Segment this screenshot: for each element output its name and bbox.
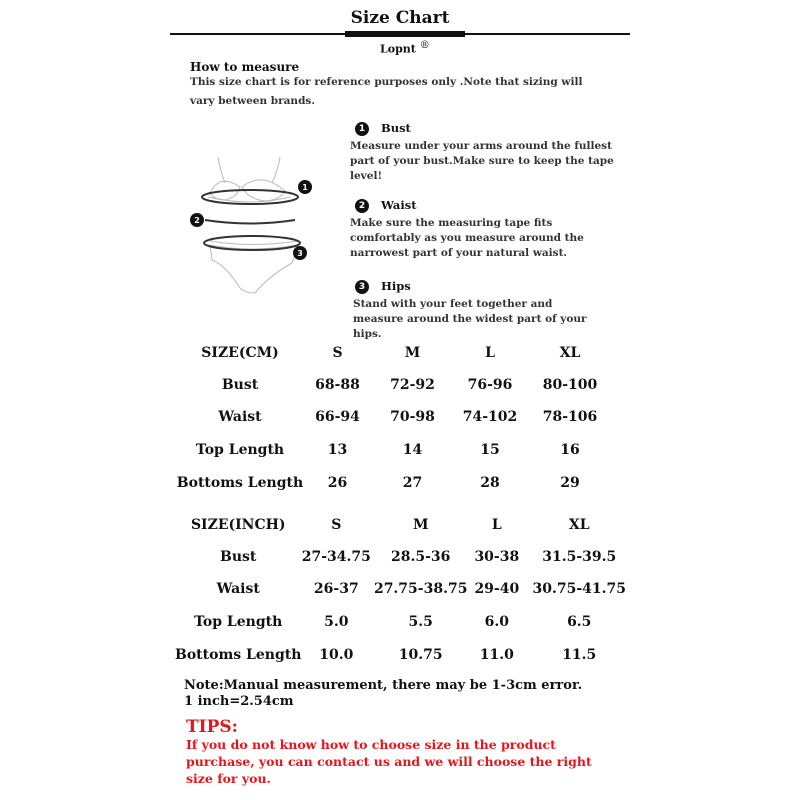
section-waist-title: Waist: [381, 198, 417, 212]
title-rule-right: [465, 33, 630, 35]
table-cell: 27: [402, 474, 423, 491]
table-cell: 26-37: [313, 581, 359, 597]
size-table-inch: [175, 509, 635, 671]
table-cell: 10.0: [319, 646, 354, 663]
size-table-cm-header: [175, 337, 615, 369]
figure-label-3: 3: [297, 249, 303, 258]
table-row: [175, 466, 615, 499]
table-row: [175, 605, 635, 638]
table-cell: 70-98: [390, 409, 435, 425]
note-conversion-line: 1 inch=2.54cm: [184, 694, 294, 709]
table-cell: 74-102: [462, 409, 518, 425]
section-bust-title: Bust: [381, 121, 411, 135]
table-cell: 5.0: [324, 613, 349, 630]
section-1-number-badge: 1: [355, 122, 369, 136]
row-label: Bottoms Length: [175, 646, 302, 663]
table-cell: 5.5: [408, 613, 433, 630]
figure-label-2: 2: [194, 216, 200, 225]
table-cell: 72-92: [390, 377, 435, 393]
table-cell: 30-38: [474, 549, 520, 565]
how-to-measure-heading: How to measure: [190, 60, 300, 74]
tips-title: TIPS:: [186, 717, 238, 737]
header-cell: SIZE(INCH): [190, 517, 286, 533]
how-to-measure-intro: This size chart is for reference purposes only .Note that sizing will vary between brands.: [190, 76, 583, 107]
header-cell: L: [491, 517, 502, 533]
figure-label-1: 1: [302, 183, 308, 192]
row-label: Bust: [220, 549, 257, 565]
title-rule-left: [170, 33, 345, 35]
row-label: Top Length: [195, 441, 285, 458]
header-cell: L: [485, 345, 495, 361]
brand-name: Lopnt ®: [380, 40, 430, 56]
header-cell: SIZE(CM): [201, 345, 279, 361]
table-cell: 68-88: [315, 377, 360, 393]
header-cell: S: [332, 345, 343, 361]
measurement-note: [184, 678, 582, 710]
table-cell: 27.75-38.75: [373, 581, 468, 597]
row-label: Top Length: [194, 613, 283, 630]
table-row: [175, 401, 615, 433]
table-cell: 11.5: [562, 646, 597, 663]
header-cell: S: [331, 517, 342, 533]
size-table-inch-header: [175, 509, 635, 541]
table-cell: 29-40: [474, 581, 520, 597]
size-table-cm: [175, 337, 615, 499]
table-cell: 66-94: [315, 409, 360, 425]
header-cell: M: [404, 345, 421, 361]
header-cell: XL: [568, 517, 590, 533]
header-cell: M: [412, 517, 429, 533]
table-cell: 26: [327, 474, 348, 491]
table-cell: 31.5-39.5: [542, 549, 617, 565]
table-row: [175, 369, 615, 401]
section-3-number-badge: 3: [355, 280, 369, 294]
table-row: [175, 573, 635, 605]
table-cell: 29: [560, 474, 580, 491]
table-cell: 27-34.75: [301, 549, 371, 565]
page-title: Size Chart: [350, 8, 450, 28]
table-cell: 6.0: [484, 613, 510, 630]
header-cell: XL: [559, 345, 581, 361]
section-waist-text: Make sure the measuring tape fits comfortably as you measure around the narrowest part of your natural waist.: [350, 217, 584, 259]
row-label: Bust: [221, 377, 259, 393]
table-cell: 28: [480, 474, 500, 491]
table-cell: 16: [560, 441, 580, 458]
table-cell: 11.0: [479, 646, 514, 663]
table-cell: 6.5: [567, 613, 592, 630]
section-2-number-badge: 2: [355, 199, 369, 213]
table-cell: 78-106: [542, 409, 598, 425]
section-hips-title: Hips: [381, 279, 411, 293]
section-hips-text: Stand with your feet together and measure around the widest part of your hips.: [353, 298, 587, 340]
table-cell: 76-96: [467, 377, 513, 393]
row-label: Bottoms Length: [176, 474, 304, 491]
tips-text: If you do not know how to choose size in the product purchase, you can contact us and we will choose the right size for you.: [186, 737, 592, 786]
table-cell: 28.5-36: [391, 549, 451, 565]
title-rule-center: [345, 31, 465, 37]
waist-measure-line: [205, 220, 295, 224]
table-cell: 15: [480, 441, 500, 458]
table-cell: 14: [402, 441, 423, 458]
table-cell: 10.75: [398, 646, 443, 663]
table-row: [175, 433, 615, 466]
table-row: [175, 638, 635, 671]
table-cell: 80-100: [542, 377, 598, 393]
row-label: Waist: [218, 409, 262, 425]
table-cell: 30.75-41.75: [532, 581, 626, 597]
table-cell: 13: [327, 441, 348, 458]
section-bust-text: Measure under your arms around the fullest part of your bust.Make sure to keep the tape level!: [350, 140, 614, 182]
registered-mark: ®: [419, 40, 430, 51]
bikini-measure-figure: [180, 145, 320, 295]
table-row: [175, 541, 635, 573]
row-label: Waist: [216, 581, 260, 597]
note-error-line: Note:Manual measurement, there may be 1-3cm error.: [184, 678, 583, 693]
